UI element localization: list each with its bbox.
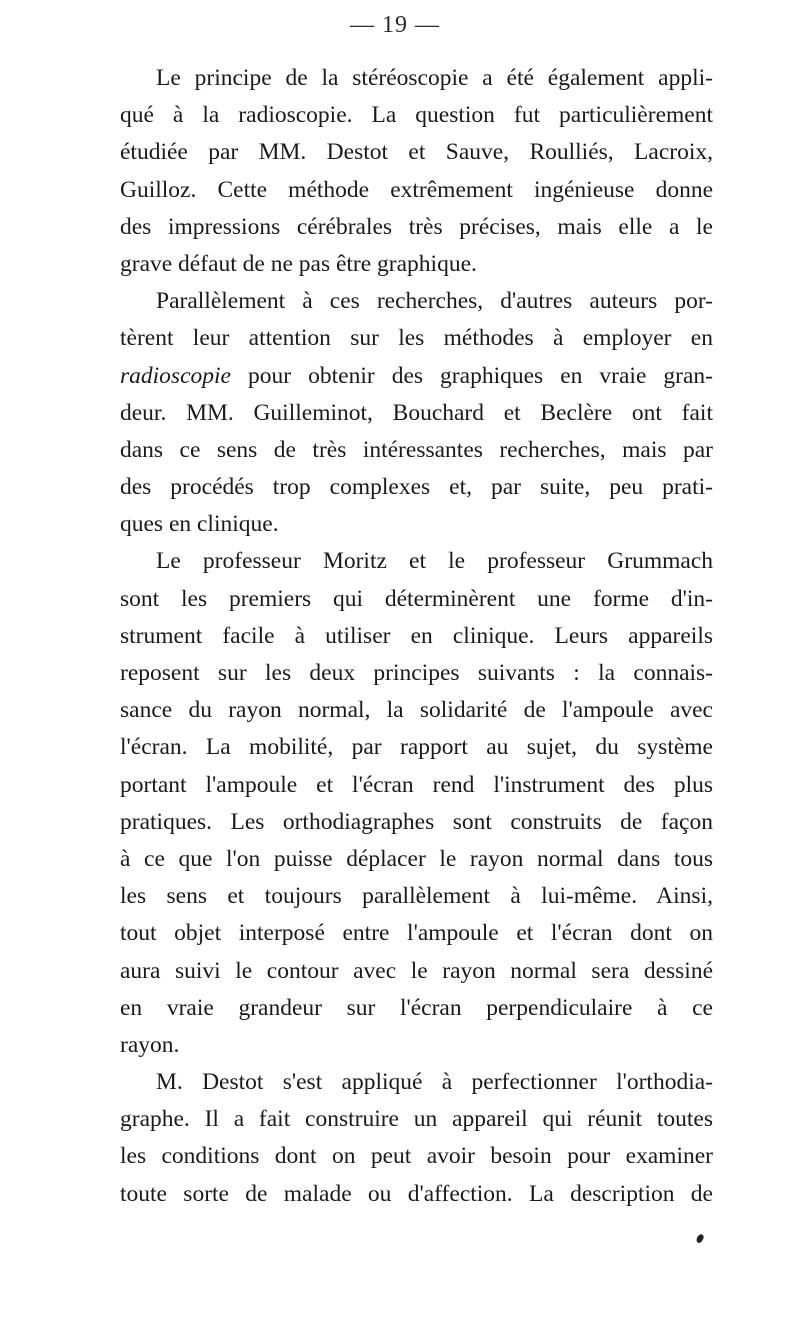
- text-line: graphe. Il a fait construire un appareil qui réunit toutes: [120, 1106, 713, 1133]
- ink-speck: [695, 1233, 705, 1244]
- text-line: Le principe de la stéréoscopie a été également appli-: [156, 65, 713, 91]
- text-line: tèrent leur attention sur les méthodes à employer en: [120, 325, 713, 352]
- text-line: reposent sur les deux principes suivants : la connais-: [120, 660, 713, 686]
- text-line: toute sorte de malade ou d'affection. La description de: [120, 1180, 713, 1207]
- text-line: sance du rayon normal, la solidarité de l'ampoule avec: [120, 697, 713, 724]
- text-line: à ce que l'on puisse déplacer le rayon normal dans tous: [120, 845, 713, 872]
- text-line: les conditions dont on peut avoir besoin pour examiner: [120, 1143, 713, 1170]
- text-line: qué à la radioscopie. La question fut particulièrement: [120, 102, 713, 129]
- text-line: M. Destot s'est appliqué à perfectionner l'orthodia-: [156, 1069, 713, 1096]
- text-line: l'écran. La mobilité, par rapport au sujet, du système: [120, 734, 713, 761]
- text-line: des impressions cérébrales très précises, mais elle a le: [120, 213, 713, 240]
- text-line: deur. MM. Guilleminot, Bouchard et Beclère ont fait: [120, 399, 713, 426]
- text-line: sont les premiers qui déterminèrent une forme d'in-: [120, 585, 713, 612]
- text-line: rayon.: [120, 1031, 180, 1058]
- text-line: strument facile à utiliser en clinique. Leurs appareils: [120, 622, 713, 649]
- text-line: étudiée par MM. Destot et Sauve, Roulliés, Lacroix,: [120, 139, 713, 166]
- italic-term: radioscopie: [120, 362, 231, 389]
- text-line: les sens et toujours parallèlement à lui-même. Ainsi,: [120, 883, 713, 910]
- text-line: Guilloz. Cette méthode extrêmement ingénieuse donne: [120, 176, 713, 203]
- text-line: Le professeur Moritz et le professeur Grummach: [156, 548, 713, 575]
- text-line: aura suivi le contour avec le rayon normal sera dessiné: [120, 957, 713, 984]
- text-line: des procédés trop complexes et, par suite, peu prati-: [120, 474, 713, 501]
- line-remainder: pour obtenir des graphiques en vraie gran-: [230, 362, 713, 389]
- text-line: pratiques. Les orthodiagraphes sont construits de façon: [120, 808, 713, 835]
- text-line: ques en clinique.: [120, 511, 279, 538]
- body-text: [120, 60, 713, 1213]
- text-line: tout objet interposé entre l'ampoule et l'écran dont on: [120, 920, 713, 947]
- text-line: Parallèlement à ces recherches, d'autres auteurs por-: [156, 288, 713, 315]
- text-line: grave défaut de ne pas être graphique.: [120, 250, 477, 277]
- text-line: en vraie grandeur sur l'écran perpendiculaire à ce: [120, 994, 713, 1021]
- text-line: portant l'ampoule et l'écran rend l'instrument des plus: [120, 771, 713, 798]
- text-line: dans ce sens de très intéressantes recherches, mais par: [120, 436, 713, 463]
- page-number: — 19 —: [350, 12, 440, 38]
- text-line: [120, 358, 713, 395]
